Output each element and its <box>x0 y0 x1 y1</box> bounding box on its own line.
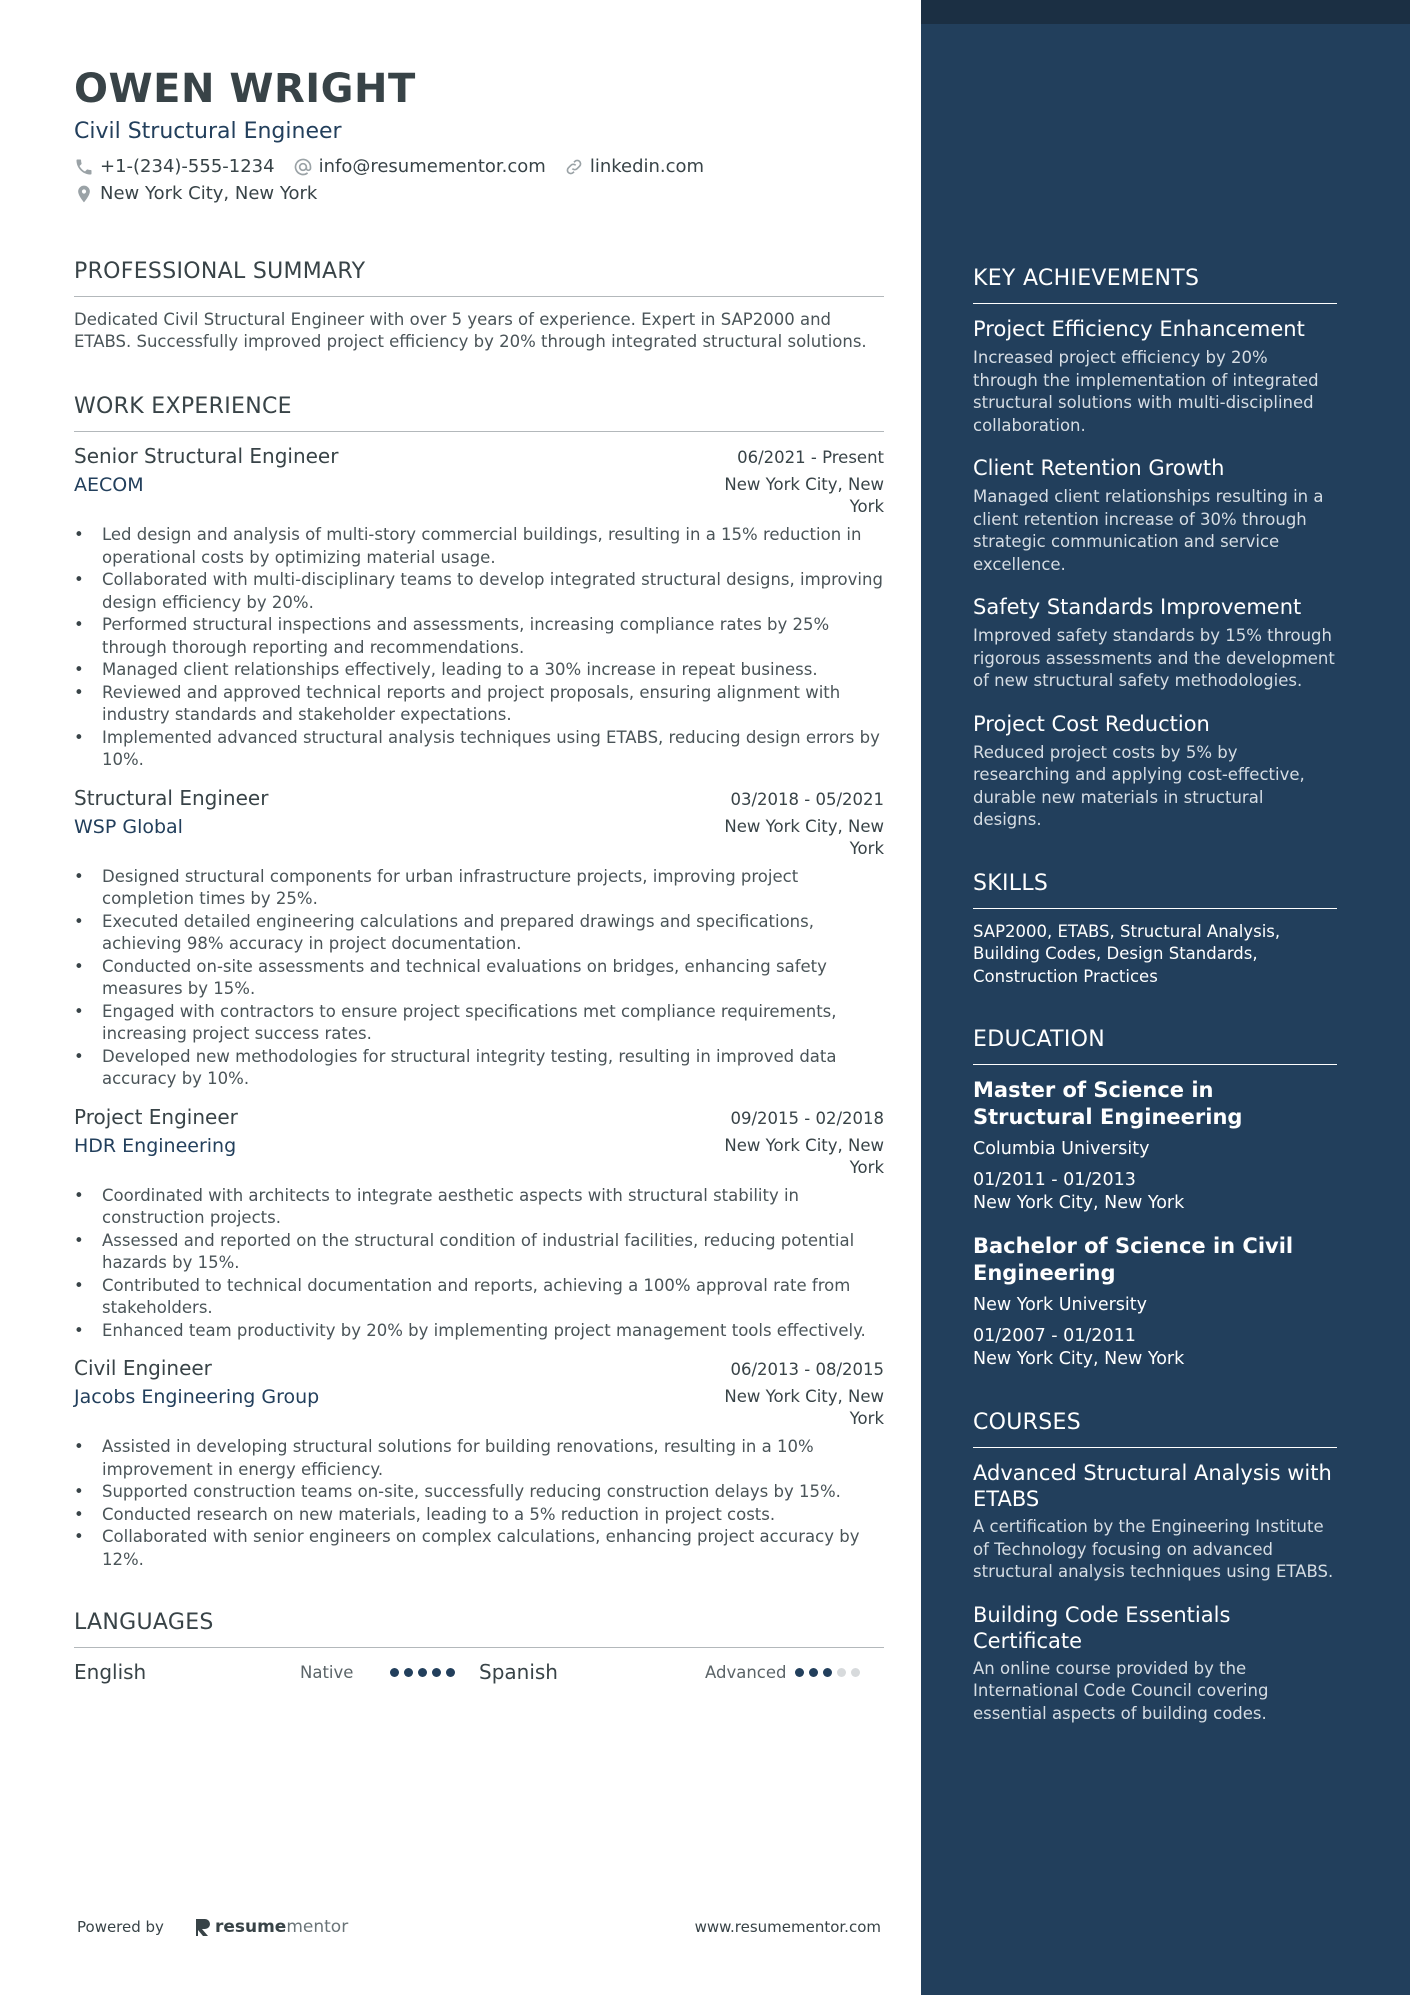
job-dates: 06/2013 - 08/2015 <box>730 1360 884 1379</box>
skills-heading: SKILLS <box>973 870 1337 909</box>
job-subheader <box>74 1386 884 1430</box>
rating-dot-filled <box>418 1668 427 1677</box>
summary-text: Dedicated Civil Structural Engineer with over 5 years of experience. Expert in SAP2000 and ETABS. Successfully improved project efficiency by 20% through integrated structural solutions. <box>74 310 867 351</box>
job-bullets <box>74 1436 884 1571</box>
contact-linkedin[interactable] <box>564 156 704 177</box>
job-bullet: • Implemented advanced structural analysis techniques using ETABS, reducing design errors by 10%. <box>74 727 884 772</box>
job-bullets <box>74 524 884 772</box>
education-school: Columbia University <box>973 1139 1150 1159</box>
course-title: Advanced Structural Analysis with ETABS <box>973 1461 1332 1511</box>
rating-dot-empty <box>837 1668 846 1677</box>
course-title: Building Code Essentials Certificate <box>973 1602 1231 1653</box>
education-location: New York City, New York <box>973 1193 1185 1213</box>
brand-logo[interactable] <box>194 1917 348 1937</box>
education-location: New York City, New York <box>973 1349 1185 1369</box>
at-icon <box>293 157 313 177</box>
job-bullet: • Led design and analysis of multi-story commercial buildings, resulting in a 15% reduction in operational costs by optimizing material usage. <box>74 524 884 569</box>
achievements-section <box>973 265 1337 832</box>
job-bullet: • Performed structural inspections and assessments, increasing compliance rates by 25% through thorough reporting and recommendations. <box>74 614 884 659</box>
job-company: AECOM <box>74 474 144 496</box>
linkedin-text: linkedin.com <box>589 156 705 177</box>
job-header <box>74 1105 884 1129</box>
website-link[interactable]: www.resumementor.com <box>694 1918 881 1936</box>
contact-phone[interactable] <box>74 156 275 177</box>
language-list <box>74 1660 884 1684</box>
language-rating <box>390 1668 455 1677</box>
job-role: Civil Engineer <box>74 1356 212 1380</box>
achievement-desc: Increased project efficiency by 20% through the implementation of integrated structural solutions with multi-disciplined collaboration. <box>973 348 1319 435</box>
skills-text: SAP2000, ETABS, Structural Analysis, Building Codes, Design Standards, Construction Practices <box>973 921 1281 986</box>
job-entry <box>74 1356 884 1571</box>
education-item <box>973 1077 1337 1215</box>
rating-dot-empty <box>851 1668 860 1677</box>
job-header <box>74 444 884 468</box>
achievement-item <box>973 316 1337 437</box>
achievement-item <box>973 455 1337 576</box>
language-rating <box>795 1668 860 1677</box>
brand-strong: resume <box>214 1917 287 1937</box>
courses-section <box>973 1409 1337 1725</box>
job-bullet: • Collaborated with multi-disciplinary teams to develop integrated structural designs, improving design efficiency by 20%. <box>74 569 884 614</box>
job-location: New York City, New York <box>724 1135 884 1177</box>
language-item <box>74 1660 479 1684</box>
job-header <box>74 786 884 810</box>
job-role: Project Engineer <box>74 1104 238 1129</box>
achievement-title: Safety Standards Improvement <box>973 595 1302 619</box>
education-dates: 01/2007 - 01/2011 <box>973 1326 1136 1346</box>
job-bullet: • Reviewed and approved technical reports and project proposals, ensuring alignment with industry standards and stakeholder expectations. <box>74 682 884 727</box>
job-bullet: • Enhanced team productivity by 20% by implementing project management tools effectively. <box>74 1320 884 1343</box>
education-item <box>973 1233 1337 1371</box>
sidebar <box>921 0 1410 1995</box>
education-dates: 01/2011 - 01/2013 <box>973 1170 1136 1190</box>
powered-by <box>77 1917 348 1937</box>
achievements-heading: KEY ACHIEVEMENTS <box>973 265 1337 304</box>
course-desc: An online course provided by the International Code Council covering essential aspects of building codes. <box>973 1658 1269 1723</box>
candidate-name: OWEN WRIGHT <box>74 66 416 112</box>
languages-section <box>74 1609 884 1684</box>
rating-dot-filled <box>823 1668 832 1677</box>
education-section <box>973 1026 1337 1371</box>
sidebar-content <box>973 265 1337 1763</box>
footer <box>77 1917 881 1937</box>
rating-dot-filled <box>446 1668 455 1677</box>
job-entry <box>74 1105 884 1343</box>
achievement-title: Project Efficiency Enhancement <box>973 317 1305 341</box>
skills-section <box>973 870 1337 989</box>
job-bullet: • Contributed to technical documentation and reports, achieving a 100% approval rate from stakeholders. <box>74 1275 884 1320</box>
job-location: New York City, New York <box>724 475 884 516</box>
sidebar-top-bar <box>921 0 1410 24</box>
job-subheader <box>74 816 884 860</box>
resumementor-logo-icon <box>194 1917 212 1937</box>
summary-section <box>74 258 884 353</box>
job-bullet: • Assisted in developing structural solutions for building renovations, resulting in a 10% improvement in energy efficiency. <box>74 1436 884 1481</box>
job-bullet: • Supported construction teams on-site, successfully reducing construction delays by 15%. <box>74 1481 884 1504</box>
job-dates: 09/2015 - 02/2018 <box>730 1108 884 1128</box>
job-subheader <box>74 474 884 518</box>
job-bullet: • Conducted research on new materials, leading to a 5% reduction in project costs. <box>74 1504 884 1527</box>
course-desc: A certification by the Engineering Institute of Technology focusing on advanced structural analysis techniques using ETABS. <box>973 1517 1334 1581</box>
job-bullet: • Executed detailed engineering calculations and prepared drawings and specifications, achieving 98% accuracy in project documentation. <box>74 911 884 956</box>
job-bullets <box>74 866 884 1091</box>
job-subheader <box>74 1135 884 1179</box>
experience-heading: WORK EXPERIENCE <box>74 393 884 432</box>
achievement-desc: Managed client relationships resulting in a client retention increase of 30% through strategic communication and service excellence. <box>973 487 1324 574</box>
rating-dot-filled <box>809 1668 818 1677</box>
job-bullet: • Engaged with contractors to ensure project specifications met compliance requirements, increasing project success rates. <box>74 1001 884 1046</box>
course-item <box>973 1602 1337 1726</box>
job-bullet: • Designed structural components for urban infrastructure projects, improving project completion times by 25%. <box>74 866 884 911</box>
job-bullet: • Developed new methodologies for structural integrity testing, resulting in improved data accuracy by 10%. <box>74 1046 884 1091</box>
job-bullet: • Managed client relationships effectively, leading to a 30% increase in repeat business. <box>74 659 884 682</box>
link-icon <box>564 157 584 177</box>
achievement-list <box>973 316 1337 832</box>
course-item <box>973 1460 1337 1584</box>
location-text: New York City, New York <box>100 183 318 204</box>
job-location: New York City, New York <box>724 816 884 858</box>
language-name: English <box>74 1660 147 1684</box>
education-school: New York University <box>973 1295 1147 1315</box>
summary-heading: PROFESSIONAL SUMMARY <box>74 258 884 297</box>
education-degree: Master of Science in Structural Engineering <box>973 1078 1243 1129</box>
job-header <box>74 1356 884 1380</box>
languages-heading: LANGUAGES <box>74 1609 884 1648</box>
rating-dot-filled <box>432 1668 441 1677</box>
job-role: Structural Engineer <box>74 785 269 810</box>
job-location: New York City, New York <box>724 1387 884 1428</box>
achievement-title: Client Retention Growth <box>973 456 1225 480</box>
contact-row <box>74 156 884 177</box>
education-heading: EDUCATION <box>973 1026 1337 1065</box>
achievement-item <box>973 711 1337 832</box>
job-bullet: • Collaborated with senior engineers on complex calculations, enhancing project accuracy by 12%. <box>74 1526 884 1571</box>
language-level: Native <box>300 1662 354 1682</box>
job-entry <box>74 786 884 1091</box>
contact-email[interactable] <box>293 156 546 177</box>
job-entry <box>74 444 884 772</box>
job-list <box>74 444 884 1571</box>
contact-row-location <box>74 183 884 204</box>
main-column <box>74 64 884 1684</box>
contact-location <box>74 183 317 204</box>
job-company: HDR Engineering <box>74 1134 237 1157</box>
job-bullets <box>74 1185 884 1343</box>
rating-dot-filled <box>795 1668 804 1677</box>
job-bullet: • Conducted on-site assessments and technical evaluations on bridges, enhancing safety measures by 15%. <box>74 956 884 1001</box>
rating-dot-filled <box>390 1668 399 1677</box>
job-company: Jacobs Engineering Group <box>74 1386 320 1408</box>
language-name: Spanish <box>479 1660 558 1684</box>
job-bullet: • Coordinated with architects to integrate aesthetic aspects with structural stability in construction projects. <box>74 1185 884 1230</box>
job-dates: 06/2021 - Present <box>737 448 884 467</box>
brand-light: mentor <box>286 1917 349 1937</box>
phone-text: +1-(234)-555-1234 <box>100 156 275 177</box>
rating-dot-filled <box>404 1668 413 1677</box>
courses-heading: COURSES <box>973 1409 1337 1448</box>
powered-by-label: Powered by <box>77 1918 164 1936</box>
education-list <box>973 1077 1337 1371</box>
language-item <box>479 1660 884 1684</box>
education-degree: Bachelor of Science in Civil Engineering <box>973 1234 1294 1285</box>
job-company: WSP Global <box>74 815 183 838</box>
candidate-title: Civil Structural Engineer <box>74 119 342 144</box>
achievement-item <box>973 594 1337 693</box>
job-dates: 03/2018 - 05/2021 <box>730 789 884 809</box>
job-bullet: • Assessed and reported on the structural condition of industrial facilities, reducing potential hazards by 15%. <box>74 1230 884 1275</box>
experience-section <box>74 393 884 1571</box>
location-pin-icon <box>74 184 94 204</box>
achievement-desc: Improved safety standards by 15% through rigorous assessments and the development of new structural safety methodologies. <box>973 626 1335 690</box>
job-role: Senior Structural Engineer <box>74 444 339 468</box>
achievement-desc: Reduced project costs by 5% by researching and applying cost-effective, durable new materials in structural designs. <box>973 742 1305 829</box>
course-list <box>973 1460 1337 1725</box>
phone-icon <box>74 157 94 177</box>
language-level: Advanced <box>705 1662 787 1682</box>
email-text: info@resumementor.com <box>318 156 546 177</box>
achievement-title: Project Cost Reduction <box>973 711 1210 736</box>
